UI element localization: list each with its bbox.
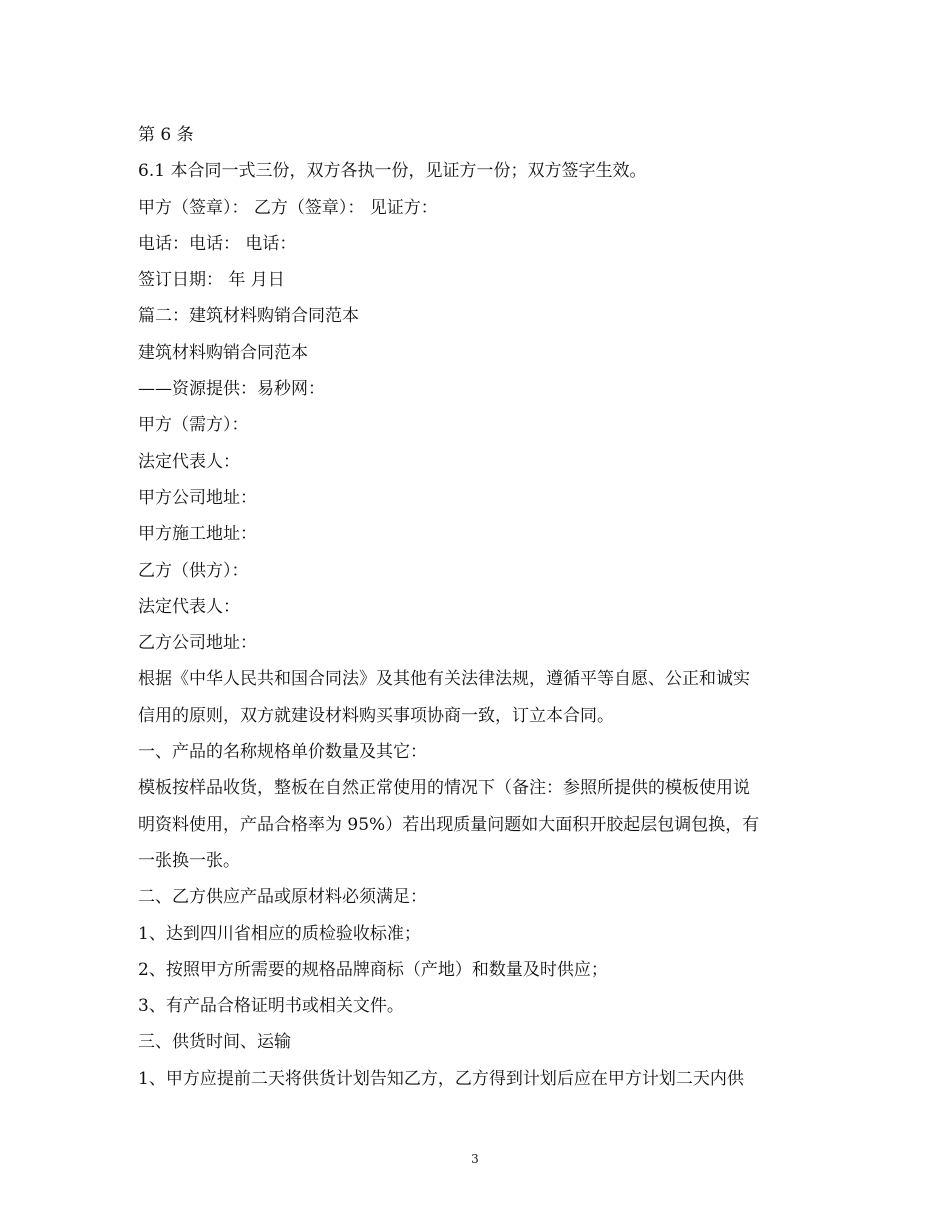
page-number: 3 <box>471 1152 479 1166</box>
section-2-title: 二、乙方供应产品或原材料必须满足： <box>138 887 427 908</box>
resource-source: ——资源提供：易秒网： <box>138 379 325 400</box>
contract-title: 建筑材料购销合同范本 <box>138 342 308 363</box>
party-a-company-address: 甲方公司地址： <box>138 487 257 508</box>
party-b-company-address: 乙方公司地址： <box>138 633 257 654</box>
law-paragraph-line-1: 根据《中华人民共和国合同法》及其他有关法律法规，遵循平等自愿、公正和诚实 <box>138 669 750 690</box>
party-b-label: 乙方（供方）： <box>138 560 249 581</box>
part-two-heading: 篇二：建筑材料购销合同范本 <box>138 306 359 327</box>
section-3-title: 三、供货时间、运输 <box>138 1032 291 1053</box>
template-paragraph-line-1: 模板按样品收货，整板在自然正常使用的情况下（备注：参照所提供的模板使用说 <box>138 778 750 799</box>
clause-6-1: 6.1 本合同一式三份，双方各执一份，见证方一份；双方签字生效。 <box>138 161 647 182</box>
section-2-item-3: 3、有产品合格证明书或相关文件。 <box>138 996 404 1017</box>
signature-line: 甲方（签章）： 乙方（签章）： 见证方： <box>138 197 438 218</box>
section-3-item-1: 1、甲方应提前二天将供货计划告知乙方，乙方得到计划后应在甲方计划二天内供 <box>138 1068 744 1089</box>
article-heading: 第 6 条 <box>138 125 194 145</box>
document-body <box>138 117 818 1097</box>
party-b-representative: 法定代表人： <box>138 596 240 617</box>
party-a-site-address: 甲方施工地址： <box>138 524 257 545</box>
section-2-item-2: 2、按照甲方所需要的规格品牌商标（产地）和数量及时供应； <box>138 959 608 980</box>
template-paragraph-line-3: 一张换一张。 <box>138 850 240 871</box>
template-paragraph-line-2: 明资料使用，产品合格率为 95%）若出现质量问题如大面积开胶起层包调包换，有 <box>138 814 760 835</box>
phone-line: 电话：电话： 电话： <box>138 233 297 254</box>
party-a-representative: 法定代表人： <box>138 451 240 472</box>
party-a-label: 甲方（需方）： <box>138 415 249 436</box>
sign-date-line: 签订日期： 年 月日 <box>138 270 285 291</box>
law-paragraph-line-2: 信用的原则，双方就建设材料购买事项协商一致，订立本合同。 <box>138 705 614 726</box>
section-2-item-1: 1、达到四川省相应的质检验收标准； <box>138 923 421 944</box>
section-1-title: 一、产品的名称规格单价数量及其它： <box>138 742 427 763</box>
